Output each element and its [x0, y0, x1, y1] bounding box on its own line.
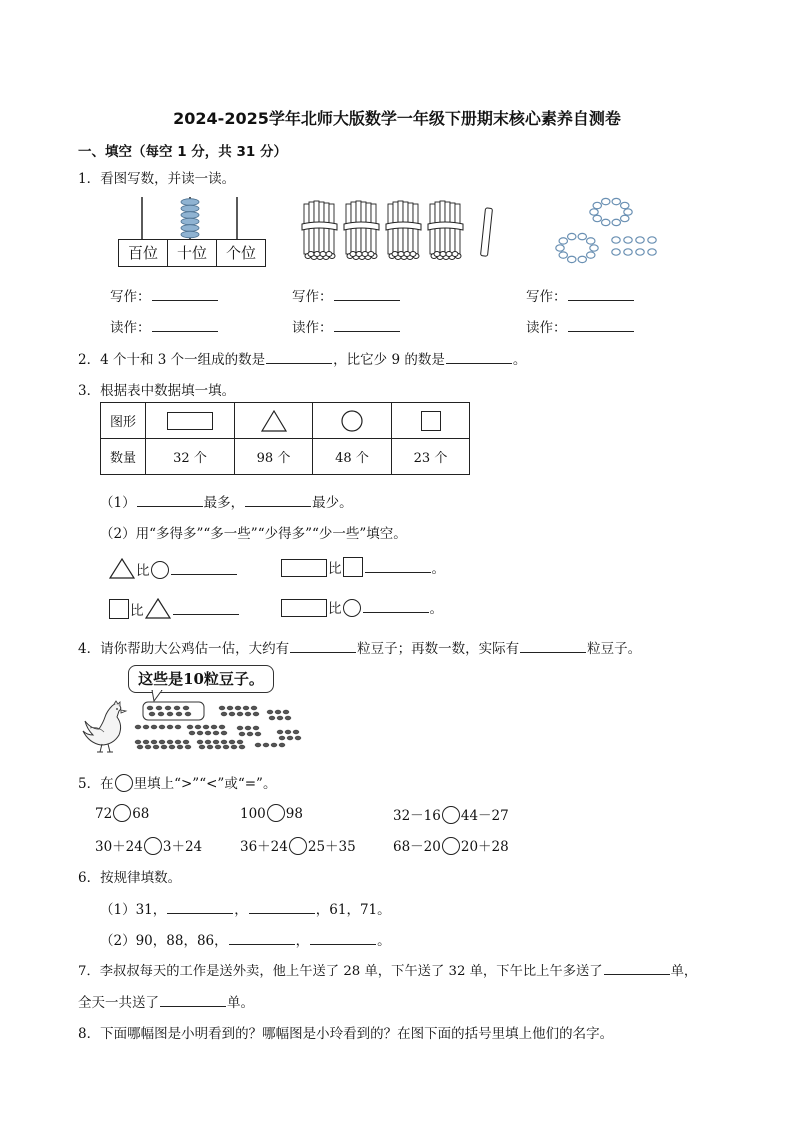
bean: [279, 736, 285, 740]
answer-blank[interactable]: [266, 351, 332, 364]
rectangle-shape: [167, 412, 213, 430]
table-cell-count: 98 个: [235, 439, 313, 475]
bead: [590, 245, 598, 251]
bean: [167, 712, 173, 716]
q3-sub1-suffix: 最少。: [312, 495, 353, 511]
q7-line2-suffix: 单。: [227, 995, 254, 1011]
q7-line1-suffix: 单，: [670, 964, 698, 979]
bead: [587, 252, 595, 258]
bean: [135, 740, 141, 744]
bead: [621, 215, 629, 221]
write-label: 写作：: [292, 289, 333, 305]
shape-count-table: [100, 402, 470, 475]
q6-line1-prefix: （1）31，: [100, 902, 167, 918]
answer-blank[interactable]: [160, 994, 226, 1007]
q1-read-3: [526, 316, 635, 336]
bi-label: 比: [328, 601, 342, 617]
q2-prefix: 2．4 个十和 3 个一组成的数是: [78, 352, 266, 368]
question-2: [78, 348, 526, 368]
q4-prefix: 4．请你帮助大公鸡估一估，大约有: [78, 641, 290, 657]
q5-right: 25＋35: [307, 839, 356, 855]
bead: [578, 256, 586, 262]
q5-right: 20＋28: [460, 839, 509, 855]
q6-line-1: [100, 898, 391, 918]
stick-bundles-figure: [300, 200, 500, 262]
bean: [285, 716, 291, 720]
bean: [215, 745, 221, 749]
triangle-shape: [109, 557, 135, 579]
bean: [213, 731, 219, 735]
bean: [295, 736, 301, 740]
bean: [161, 745, 167, 749]
circle-shape: [151, 561, 169, 579]
answer-blank[interactable]: [446, 351, 512, 364]
speech-bubble: 这些是10粒豆子。: [128, 665, 274, 693]
q5-item: [393, 835, 509, 855]
q1-write-2: [292, 285, 401, 305]
comma: ，: [234, 902, 248, 918]
bean: [237, 740, 243, 744]
circle-shape: [340, 409, 364, 433]
bean: [189, 731, 195, 735]
q6-line1-suffix: ，61，71。: [315, 902, 391, 918]
bead: [559, 238, 567, 244]
bean: [221, 740, 227, 744]
bean: [245, 726, 251, 730]
bean: [183, 706, 189, 710]
bean: [195, 725, 201, 729]
table-header-count: 数量: [101, 439, 146, 475]
bead: [602, 219, 610, 225]
answer-blank[interactable]: [310, 932, 376, 945]
bead: [556, 245, 564, 251]
bean: [221, 731, 227, 735]
q5-right: 3＋24: [162, 839, 203, 855]
bean: [293, 730, 299, 734]
read-label: 读作：: [526, 320, 567, 336]
bean: [169, 745, 175, 749]
bean: [137, 745, 143, 749]
q5-right: 98: [285, 806, 303, 822]
compare-circle[interactable]: [113, 804, 131, 822]
read-label: 读作：: [110, 320, 151, 336]
bean: [263, 743, 269, 747]
q3-compare-triangle-circle: [108, 557, 238, 579]
bead: [587, 238, 595, 244]
bean: [167, 725, 173, 729]
period: 。: [431, 561, 445, 577]
bean: [243, 706, 249, 710]
table-cell-count: 23 个: [392, 439, 470, 475]
table-row: [101, 403, 470, 439]
bean: [167, 740, 173, 744]
bean: [197, 740, 203, 744]
q5-right: 68: [132, 806, 150, 822]
abacus-place-labels: [118, 239, 266, 267]
bean: [207, 745, 213, 749]
q5-item: [95, 804, 149, 822]
bean: [223, 745, 229, 749]
table-cell-triangle: [235, 403, 313, 439]
q5-left: 72: [95, 806, 113, 822]
bean: [205, 740, 211, 744]
section-heading: 一、填空（每空 1 分，共 31 分）: [78, 144, 287, 160]
compare-circle[interactable]: [144, 837, 162, 855]
answer-blank[interactable]: [334, 288, 400, 301]
bean: [235, 706, 241, 710]
bean: [211, 725, 217, 729]
bean: [185, 745, 191, 749]
bean: [143, 725, 149, 729]
read-label: 读作：: [292, 320, 333, 336]
triangle-shape: [145, 597, 171, 619]
bean: [151, 740, 157, 744]
answer-blank[interactable]: [245, 494, 311, 507]
compare-circle[interactable]: [289, 837, 307, 855]
bean: [237, 712, 243, 716]
bean: [205, 731, 211, 735]
page-title: 2024-2025学年北师大版数学一年级下册期末核心素养自测卷: [173, 109, 621, 128]
bead: [593, 202, 601, 208]
answer-blank[interactable]: [334, 319, 400, 332]
bean: [283, 710, 289, 714]
table-cell-square: [392, 403, 470, 439]
bean: [229, 712, 235, 716]
compare-circle[interactable]: [267, 804, 285, 822]
bean: [251, 706, 257, 710]
question-1-text: 1．看图写数，并读一读。: [78, 171, 236, 187]
abacus-label-ones: 个位: [217, 239, 266, 267]
q5-left: 36＋24: [240, 839, 288, 855]
q5-item: [240, 835, 356, 855]
q5-left: 68－20: [393, 839, 441, 855]
answer-blank[interactable]: [568, 319, 634, 332]
bead: [593, 215, 601, 221]
bean: [255, 743, 261, 747]
bead: [568, 256, 576, 262]
bead: [636, 249, 644, 255]
bead: [624, 237, 632, 243]
bead: [624, 209, 632, 215]
bean: [219, 725, 225, 729]
table-cell-rectangle: [146, 403, 235, 439]
bean: [267, 710, 273, 714]
bean: [165, 706, 171, 710]
table-cell-circle: [313, 403, 392, 439]
q3-sub1-prefix: （1）: [100, 495, 136, 511]
circle-shape: [115, 774, 133, 792]
bean: [187, 725, 193, 729]
bead: [602, 198, 610, 204]
bean: [247, 732, 253, 736]
beads-figure: [555, 196, 665, 268]
bead: [648, 249, 656, 255]
answer-blank[interactable]: [568, 288, 634, 301]
bead: [648, 237, 656, 243]
bean: [197, 731, 203, 735]
bead: [612, 237, 620, 243]
bean: [287, 736, 293, 740]
compare-circle[interactable]: [442, 806, 460, 824]
q2-middle: ，比它少 9 的数是: [333, 352, 445, 368]
bean: [203, 725, 209, 729]
q5-left: 30＋24: [95, 839, 143, 855]
abacus-label-hundreds: 百位: [118, 239, 168, 267]
q3-compare-square-triangle: [108, 597, 240, 619]
q5-item: [95, 835, 202, 855]
q5-item: [393, 804, 509, 824]
bean: [159, 725, 165, 729]
q2-suffix: 。: [512, 352, 527, 368]
bean: [151, 725, 157, 729]
bean: [156, 706, 162, 710]
bean: [253, 712, 259, 716]
bean: [135, 725, 141, 729]
answer-blank[interactable]: [171, 562, 237, 575]
bean: [158, 712, 164, 716]
bean: [239, 745, 245, 749]
bead: [624, 249, 632, 255]
bead: [590, 209, 598, 215]
q3-sub1: [100, 491, 353, 511]
bean: [153, 745, 159, 749]
q1-write-1: [110, 285, 219, 305]
bean: [147, 706, 153, 710]
q3-compare-rect-square: [280, 557, 445, 577]
rectangle-shape: [281, 559, 327, 577]
square-shape: [343, 557, 363, 577]
bean: [145, 745, 151, 749]
bean: [219, 706, 225, 710]
q3-compare-rect-circle: [280, 597, 443, 617]
question-8-text: 8．下面哪幅图是小明看到的？哪幅图是小玲看到的？在图下面的括号里填上他们的名字。: [78, 1026, 614, 1042]
question-7-line-2: [78, 991, 254, 1011]
bean: [239, 732, 245, 736]
answer-blank[interactable]: [290, 640, 356, 653]
answer-blank[interactable]: [604, 962, 670, 975]
q3-sub2-text: （2）用“多得多”“多一些”“少得多”“少一些”填空。: [100, 526, 407, 542]
q3-sub1-mid: 最多，: [203, 495, 245, 511]
bean: [213, 740, 219, 744]
q5-left: 100: [240, 806, 266, 822]
answer-blank[interactable]: [152, 288, 218, 301]
bean: [185, 712, 191, 716]
q4-suffix: 粒豆子。: [587, 641, 642, 657]
bean: [237, 726, 243, 730]
bean: [231, 745, 237, 749]
bean: [271, 743, 277, 747]
question-6-text: 6．按规律填数。: [78, 870, 182, 886]
q5-right: 44－27: [460, 808, 509, 824]
rooster-illustration: [78, 700, 132, 754]
bean: [255, 732, 261, 736]
answer-blank[interactable]: [152, 319, 218, 332]
q6-line2-suffix: 。: [377, 933, 391, 949]
bead: [636, 237, 644, 243]
q1-write-3: [526, 285, 635, 305]
square-shape: [109, 599, 129, 619]
bean: [277, 716, 283, 720]
q5-item: [240, 804, 303, 822]
question-3-text: 3．根据表中数据填一填。: [78, 383, 236, 399]
bead: [559, 252, 567, 258]
q1-read-2: [292, 316, 401, 336]
bean: [227, 706, 233, 710]
circle-shape: [343, 599, 361, 617]
table-row: [101, 439, 470, 475]
bead: [612, 219, 620, 225]
q7-line1-prefix: 7．李叔叔每天的工作是送外卖，他上午送了 28 单，下午送了 32 单，下午比上午多送了: [78, 964, 603, 979]
write-label: 写作：: [110, 289, 151, 305]
bean: [143, 740, 149, 744]
bean: [285, 730, 291, 734]
question-4: [78, 637, 641, 657]
bead: [621, 202, 629, 208]
beans-figure: [130, 700, 310, 756]
bean: [277, 730, 283, 734]
bi-label: 比: [328, 561, 342, 577]
abacus-label-tens: 十位: [168, 239, 217, 267]
bean: [269, 716, 275, 720]
bean: [175, 740, 181, 744]
table-header-shape: 图形: [101, 403, 146, 439]
bi-label: 比: [130, 603, 144, 619]
q6-line2-prefix: （2）90，88，86，: [100, 933, 228, 949]
q6-line-2: [100, 929, 391, 949]
bead: [612, 249, 620, 255]
q1-read-1: [110, 316, 219, 336]
bean: [175, 725, 181, 729]
answer-blank[interactable]: [173, 602, 239, 615]
q7-line2-prefix: 全天一共送了: [78, 995, 159, 1011]
rectangle-shape: [281, 599, 327, 617]
bean: [245, 712, 251, 716]
write-label: 写作：: [526, 289, 567, 305]
answer-blank[interactable]: [167, 901, 233, 914]
bean: [159, 740, 165, 744]
triangle-shape: [260, 409, 288, 433]
answer-blank[interactable]: [229, 932, 295, 945]
bean: [149, 712, 155, 716]
bead: [578, 233, 586, 239]
q4-mid: 粒豆子；再数一数，实际有: [357, 641, 520, 657]
answer-blank[interactable]: [249, 901, 315, 914]
table-cell-count: 32 个: [146, 439, 235, 475]
bean: [275, 710, 281, 714]
bean: [177, 745, 183, 749]
bean: [174, 706, 180, 710]
bean: [229, 740, 235, 744]
period: 。: [429, 601, 443, 617]
bead: [568, 233, 576, 239]
answer-blank[interactable]: [363, 600, 429, 613]
question-5-text: 5．在 里填上“>”“<”或“=”。: [78, 776, 277, 792]
answer-blank[interactable]: [365, 560, 431, 573]
square-shape: [421, 411, 441, 431]
bean: [253, 726, 259, 730]
bi-label: 比: [136, 563, 150, 579]
answer-blank[interactable]: [137, 494, 203, 507]
bean: [221, 712, 227, 716]
q5-left: 32－16: [393, 808, 441, 824]
comma: ，: [295, 933, 310, 949]
bean: [199, 745, 205, 749]
answer-blank[interactable]: [520, 640, 586, 653]
question-7-line-1: [78, 960, 697, 979]
table-cell-count: 48 个: [313, 439, 392, 475]
compare-circle[interactable]: [442, 837, 460, 855]
bead: [612, 198, 620, 204]
bean: [183, 740, 189, 744]
bean: [176, 712, 182, 716]
bean: [279, 743, 285, 747]
